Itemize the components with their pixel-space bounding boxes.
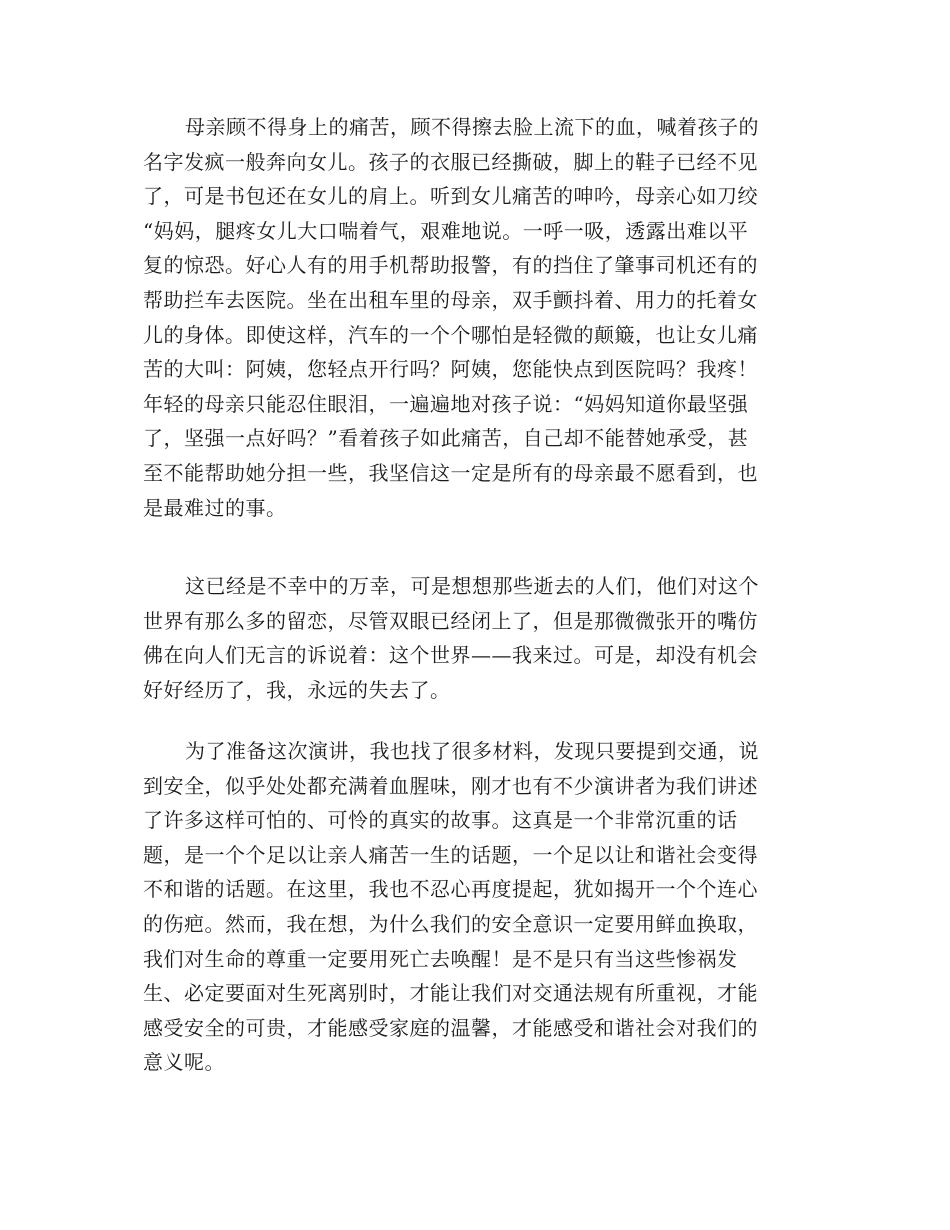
text-line: 帮助拦车去医院。坐在出租车里的母亲，双手颤抖着、用力的托着女 bbox=[143, 287, 758, 312]
text-line: 苦的大叫：阿姨，您轻点开行吗？阿姨，您能快点到医院吗？我疼！ bbox=[143, 357, 758, 382]
text-line: 名字发疯一般奔向女儿。孩子的衣服已经撕破，脚上的鞋子已经不见 bbox=[143, 149, 758, 174]
text-line: 了，坚强一点好吗？”看着孩子如此痛苦，自己却不能替她承受，甚 bbox=[143, 426, 749, 451]
text-line: 世界有那么多的留恋，尽管双眼已经闭上了，但是那微微张开的嘴仿 bbox=[143, 608, 758, 633]
paragraph-3 bbox=[143, 734, 808, 1080]
text-line: 到安全，似乎处处都充满着血腥味，刚才也有不少演讲者为我们讲述 bbox=[143, 773, 758, 798]
text-line: 不和谐的话题。在这里，我也不忍心再度提起，犹如揭开一个个连心 bbox=[143, 877, 758, 902]
text-line: 了许多这样可怕的、可怜的真实的故事。这真是一个非常沉重的话 bbox=[143, 808, 738, 833]
text-line: 是最难过的事。 bbox=[143, 495, 287, 520]
text-line: “妈妈，腿疼女儿大口喘着气，艰难地说。一呼一吸，透露出难以平 bbox=[143, 218, 749, 243]
paragraph-2 bbox=[143, 569, 808, 707]
text-line: 复的惊恐。好心人有的用手机帮助报警，有的挡住了肇事司机还有的 bbox=[143, 253, 758, 278]
text-line: 佛在向人们无言的诉说着：这个世界——我来过。可是，却没有机会 bbox=[143, 643, 758, 668]
text-line: 题，是一个个足以让亲人痛苦一生的话题，一个足以让和谐社会变得 bbox=[143, 842, 758, 867]
text-line: 了，可是书包还在女儿的肩上。听到女儿痛苦的呻吟，母亲心如刀绞 bbox=[143, 184, 758, 209]
text-line: 我们对生命的尊重一定要用死亡去唤醒！是不是只有当这些惨祸发 bbox=[143, 946, 738, 971]
text-line: 意义呢。 bbox=[143, 1050, 225, 1075]
text-line: 的伤疤。然而，我在想，为什么我们的安全意识一定要用鲜血换取， bbox=[143, 911, 758, 936]
text-line: 好好经历了，我，永远的失去了。 bbox=[143, 677, 451, 702]
text-line: 儿的身体。即使这样，汽车的一个个哪怕是轻微的颠簸，也让女儿痛 bbox=[143, 322, 758, 347]
text-line: 生、必定要面对生死离别时，才能让我们对交通法规有所重视，才能 bbox=[143, 981, 758, 1006]
text-line: 这已经是不幸中的万幸，可是想想那些逝去的人们，他们对这个 bbox=[185, 574, 759, 598]
text-line: 母亲顾不得身上的痛苦，顾不得擦去脸上流下的血，喊着孩子的 bbox=[185, 115, 759, 139]
text-line: 感受安全的可贵，才能感受家庭的温馨，才能感受和谐社会对我们的 bbox=[143, 1015, 758, 1040]
text-line: 至不能帮助她分担一些，我坚信这一定是所有的母亲最不愿看到，也 bbox=[143, 460, 758, 485]
paragraph-1 bbox=[143, 110, 808, 525]
text-line: 为了准备这次演讲，我也找了很多材料，发现只要提到交通，说 bbox=[185, 739, 759, 763]
text-line: 年轻的母亲只能忍住眼泪，一遍遍地对孩子说：“妈妈知道你最坚强 bbox=[143, 391, 749, 416]
